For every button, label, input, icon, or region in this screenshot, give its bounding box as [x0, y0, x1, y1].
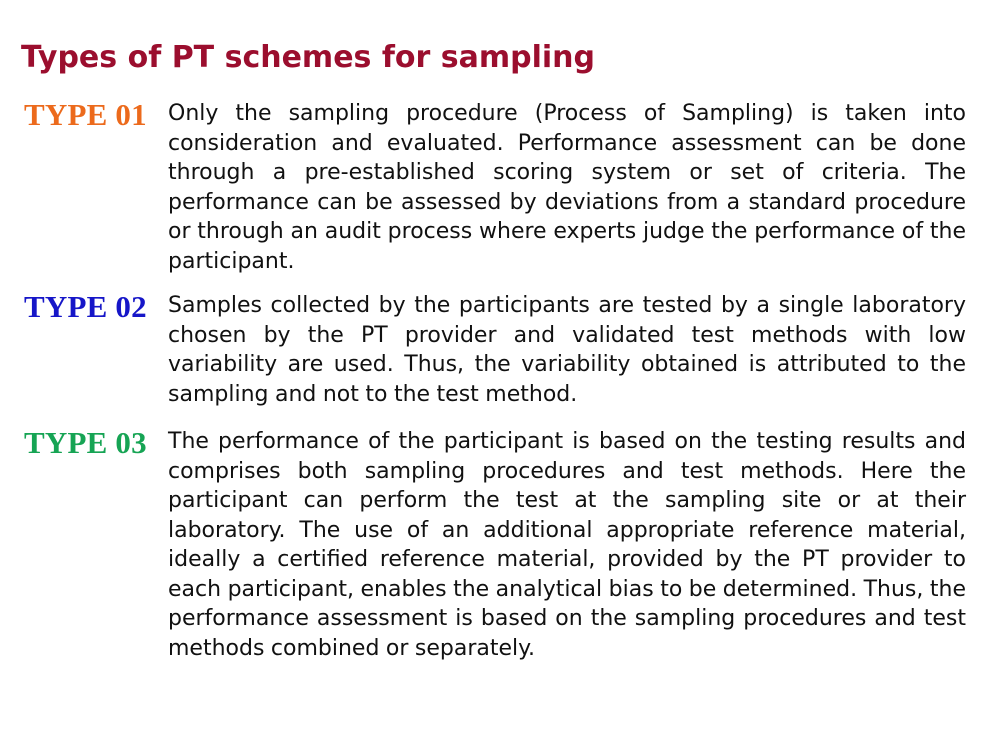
type-01-description: Only the sampling procedure (Process of Sampling) is taken into consideration and evaluated. Performance assessment can be done through a pre-established scoring system or set of criteria. The performance can be assessed by deviations from a standard procedure or through an audit process where experts judge the performance of the participant. — [168, 101, 966, 274]
type-02-label: TYPE 02 — [24, 289, 147, 324]
type-03-description: The performance of the participant is based on the testing results and comprises both sampling procedures and test methods. Here the participant can perform the test at the sampling site or at their laboratory. The use of an additional appropriate reference material, ideally a certified reference material, provided by the PT provider to each participant, enables the analytical bias to be determined. Thus, the performance assessment is based on the sampling procedures and test methods combined or separately. — [168, 429, 966, 661]
type-02-description: Samples collected by the participants are tested by a single laboratory chosen by the PT provider and validated test methods with low variability are used. Thus, the variability obtained is attributed to the sampling and not to the test method. — [168, 293, 966, 407]
type-01-label: TYPE 01 — [24, 97, 147, 132]
type-03-label: TYPE 03 — [24, 425, 147, 460]
slide-title: Types of PT schemes for sampling — [21, 40, 595, 75]
